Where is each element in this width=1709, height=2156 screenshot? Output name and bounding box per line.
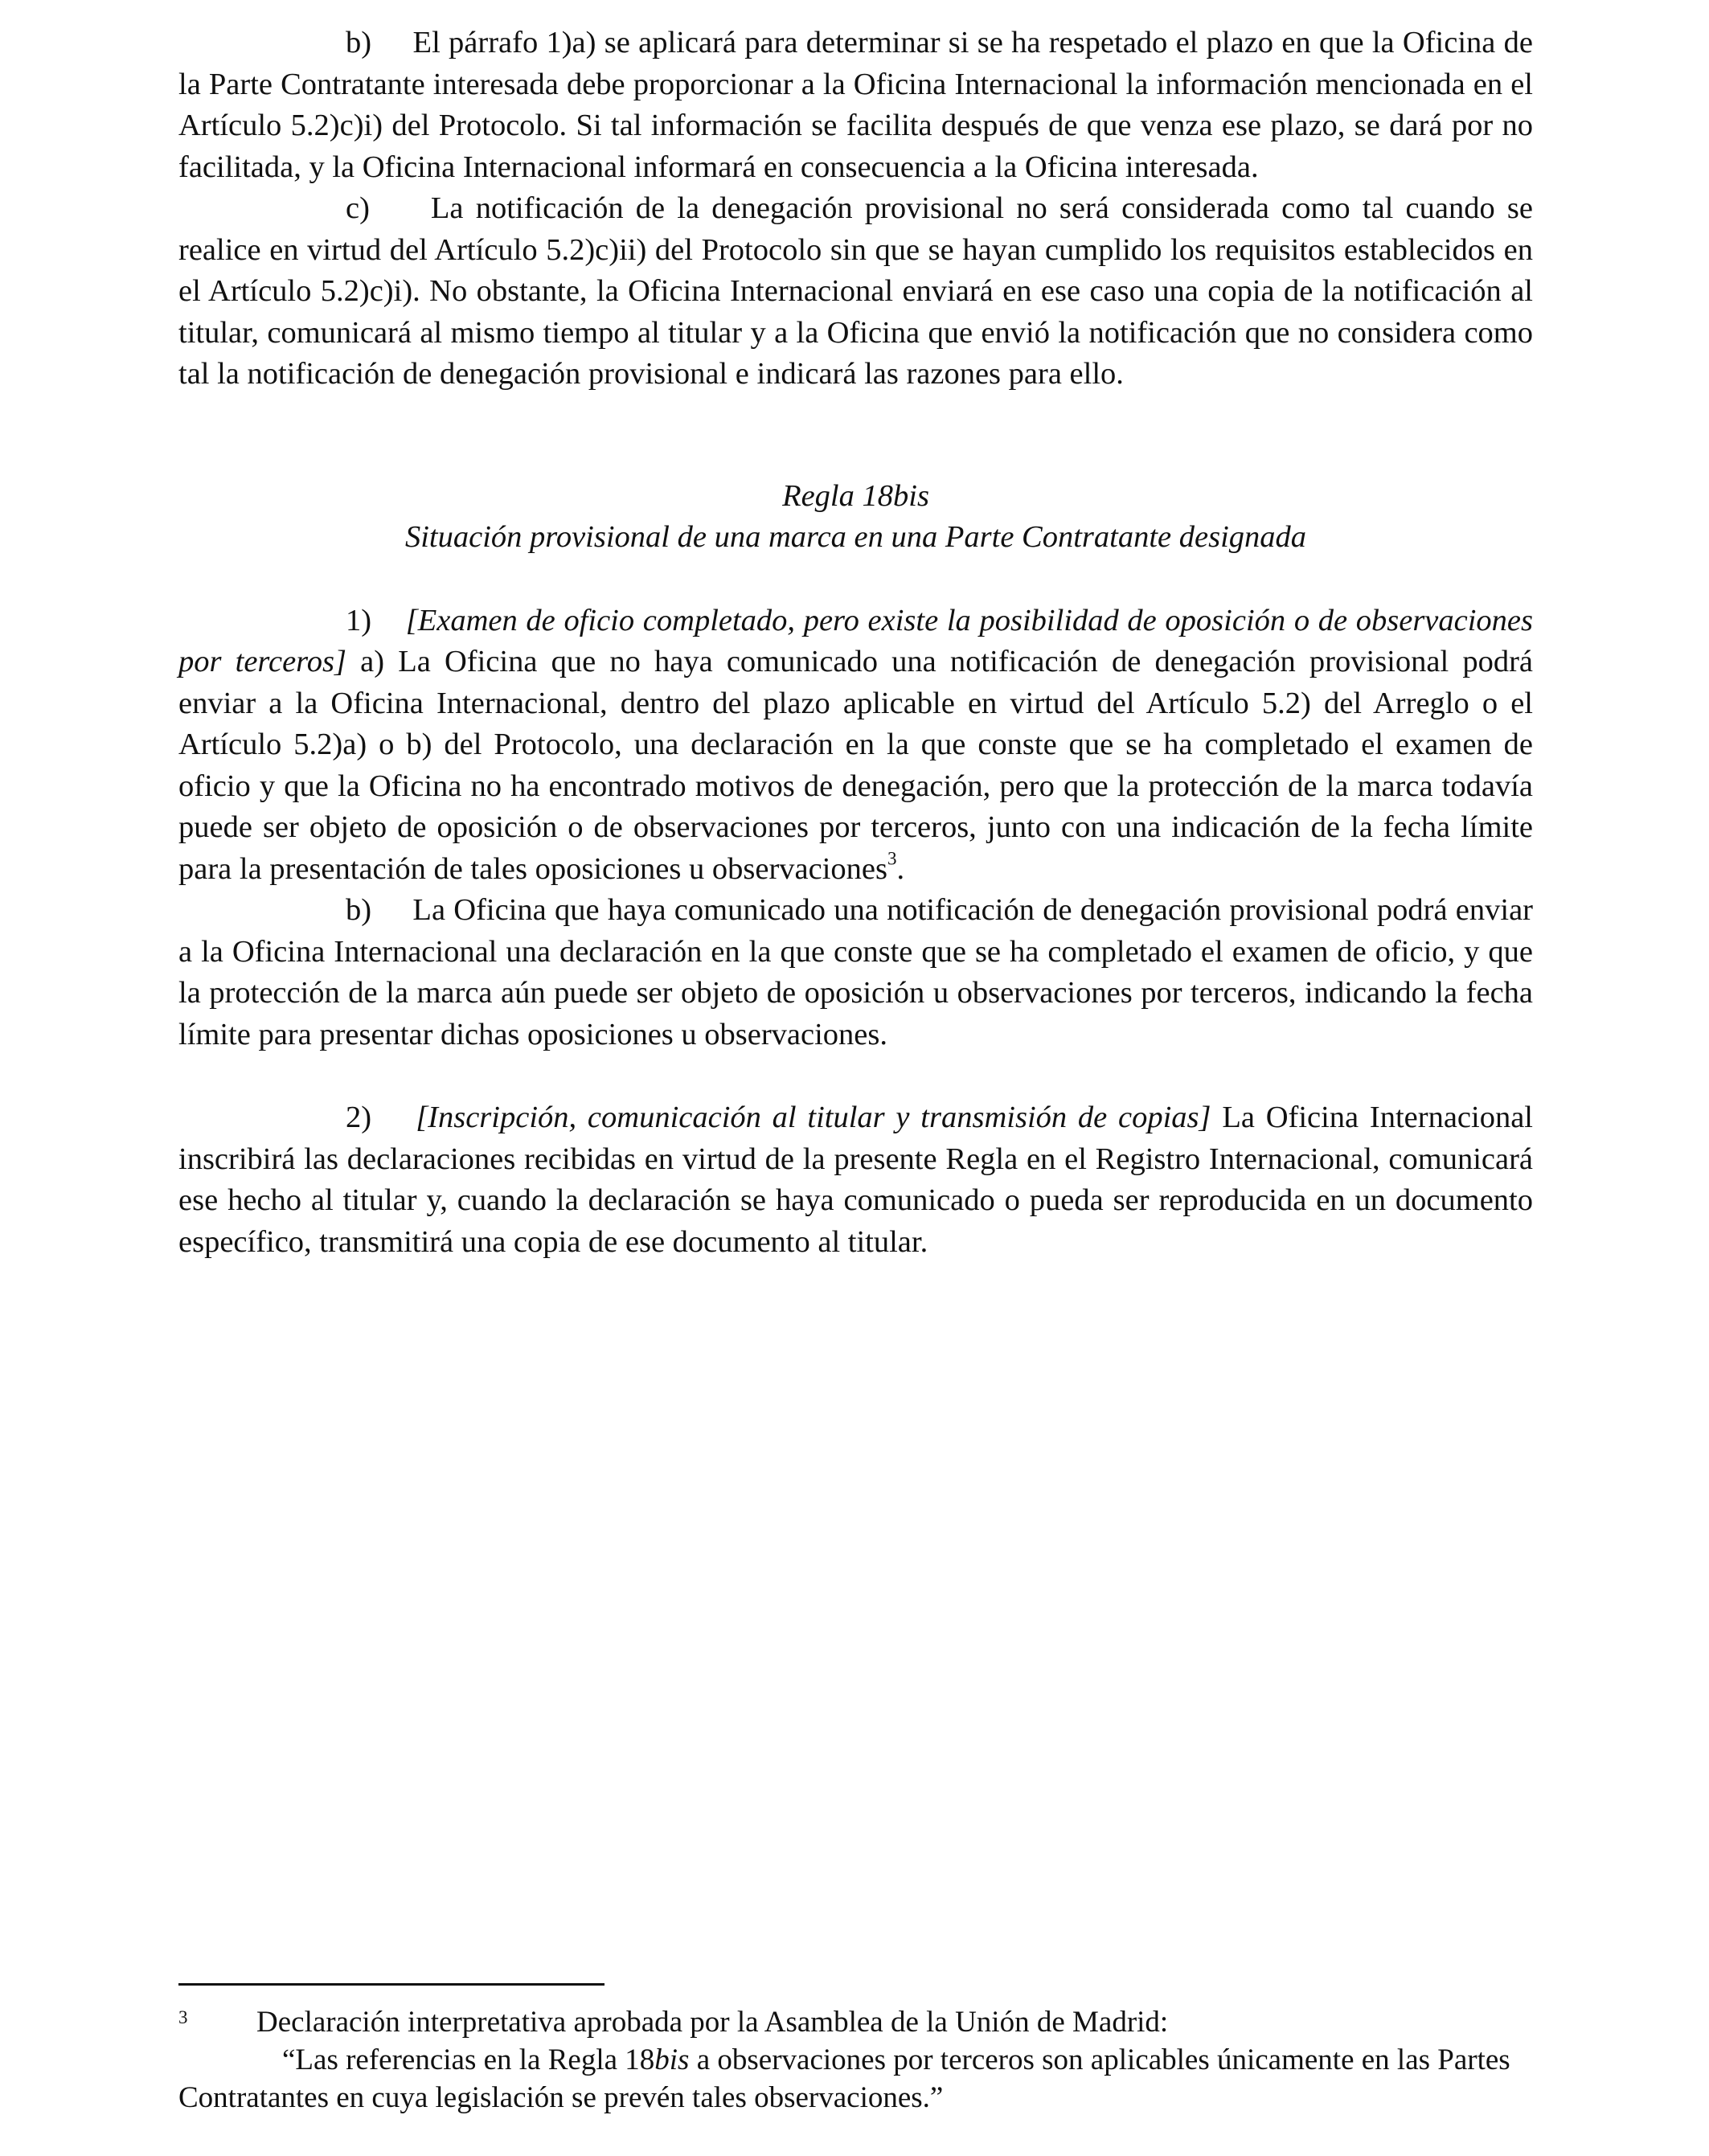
footnote-intro: Declaración interpretativa aprobada por la Asamblea de la Unión de Madrid: xyxy=(256,2006,1169,2039)
rule-title-suffix: bis xyxy=(893,478,929,513)
footnote-reference[interactable]: 3 xyxy=(887,847,897,869)
footnote-mark: 3 xyxy=(178,2007,188,2027)
footnote-quote xyxy=(178,2041,1533,2117)
paragraph-label: a) xyxy=(360,645,385,678)
section-1-paragraph-b xyxy=(178,890,1533,1055)
rule-title-prefix: Regla 18 xyxy=(782,478,893,513)
section-heading: [Examen de oficio completado, pero existe la posibilidad de oposición o de observaciones por terceros] xyxy=(178,603,1533,678)
footnote-quote-open: “Las referencias en la Regla 18 xyxy=(282,2043,655,2076)
section-number: 1) xyxy=(346,603,372,637)
paragraph-text: La Oficina que haya comunicado una notificación de denegación provisional podrá enviar a la Oficina Internacional una declaración en la que conste que se ha completado el examen de oficio, y que la protección de la marca aún puede ser objeto de oposición u observaciones por terceros, indicando la fecha límite para presentar dichas oposiciones u observaciones. xyxy=(178,893,1534,1051)
footnote-3 xyxy=(178,2003,1533,2117)
rule-subtitle: Situación provisional de una marca en una Parte Contratante designada xyxy=(404,520,1307,554)
paragraph-label: b) xyxy=(346,893,372,927)
paragraph-b-deadline xyxy=(178,23,1533,188)
paragraph-text: La Oficina Internacional inscribirá las declaraciones recibidas en virtud de la presente Regla en el Registro Internacional, comunicará ese hecho al titular y, cuando la declaración se haya comunicado o pueda ser reproducida en un documento específico, transmitirá una copia de ese documento al titular. xyxy=(178,1101,1533,1259)
paragraph-c-notification xyxy=(178,188,1533,396)
paragraph-label: c) xyxy=(346,191,370,225)
footnote-quote-rest: a observaciones por terceros son aplicables únicamente en las Partes Contratantes en cuya legislación se prevén tales observaciones.” xyxy=(178,2043,1510,2114)
document-page xyxy=(178,23,1533,1263)
section-1 xyxy=(178,600,1533,1056)
rule-title xyxy=(178,476,1533,518)
footnote-quote-bis: bis xyxy=(654,2043,690,2076)
paragraph-text: La Oficina que no haya comunicado una notificación de denegación provisional podrá enviar a la Oficina Internacional, dentro del plazo aplicable en virtud del Artículo 5.2) del Arreglo o el Artículo 5.2)a) o b) del Protocolo, una declaración en la que conste que se ha completado el examen de oficio y que la Oficina no ha encontrado motivos de denegación, pero que la protección de la marca todavía puede ser objeto de oposición o de observaciones por terceros, junto con una indicación de la fecha límite para la presentación de tales oposiciones u observaciones xyxy=(178,645,1533,886)
section-2 xyxy=(178,1097,1533,1263)
sentence-end: . xyxy=(896,851,905,886)
footnote-divider xyxy=(178,1983,605,1986)
paragraph-text: El párrafo 1)a) se aplicará para determinar si se ha respetado el plazo en que la Oficina de la Parte Contratante interesada debe proporcionar a la Oficina Internacional la información mencionada en el Artículo 5.2)c)i) del Protocolo. Si tal información se facilita después de que venza ese plazo, se dará por no facilitada, y la Oficina Internacional informará en consecuencia a la Oficina interesada. xyxy=(178,26,1533,184)
paragraph-label: b) xyxy=(346,26,372,59)
paragraph-text: La notificación de la denegación provisional no será considerada como tal cuando se realice en virtud del Artículo 5.2)c)ii) del Protocolo sin que se hayan cumplido los requisitos establecidos en el Artículo 5.2)c)i). No obstante, la Oficina Internacional enviará en ese caso una copia de la notificación al titular, comunicará al mismo tiempo al titular y a la Oficina que envió la notificación que no considera como tal la notificación de denegación provisional e indicará las razones para ello. xyxy=(178,191,1533,391)
section-2-paragraph xyxy=(178,1097,1533,1263)
section-heading: [Inscripción, comunicación al titular y transmisión de copias] xyxy=(416,1101,1211,1134)
section-1-paragraph-a xyxy=(178,600,1533,891)
section-number: 2) xyxy=(346,1101,372,1134)
footnote-area xyxy=(178,1983,1533,2117)
